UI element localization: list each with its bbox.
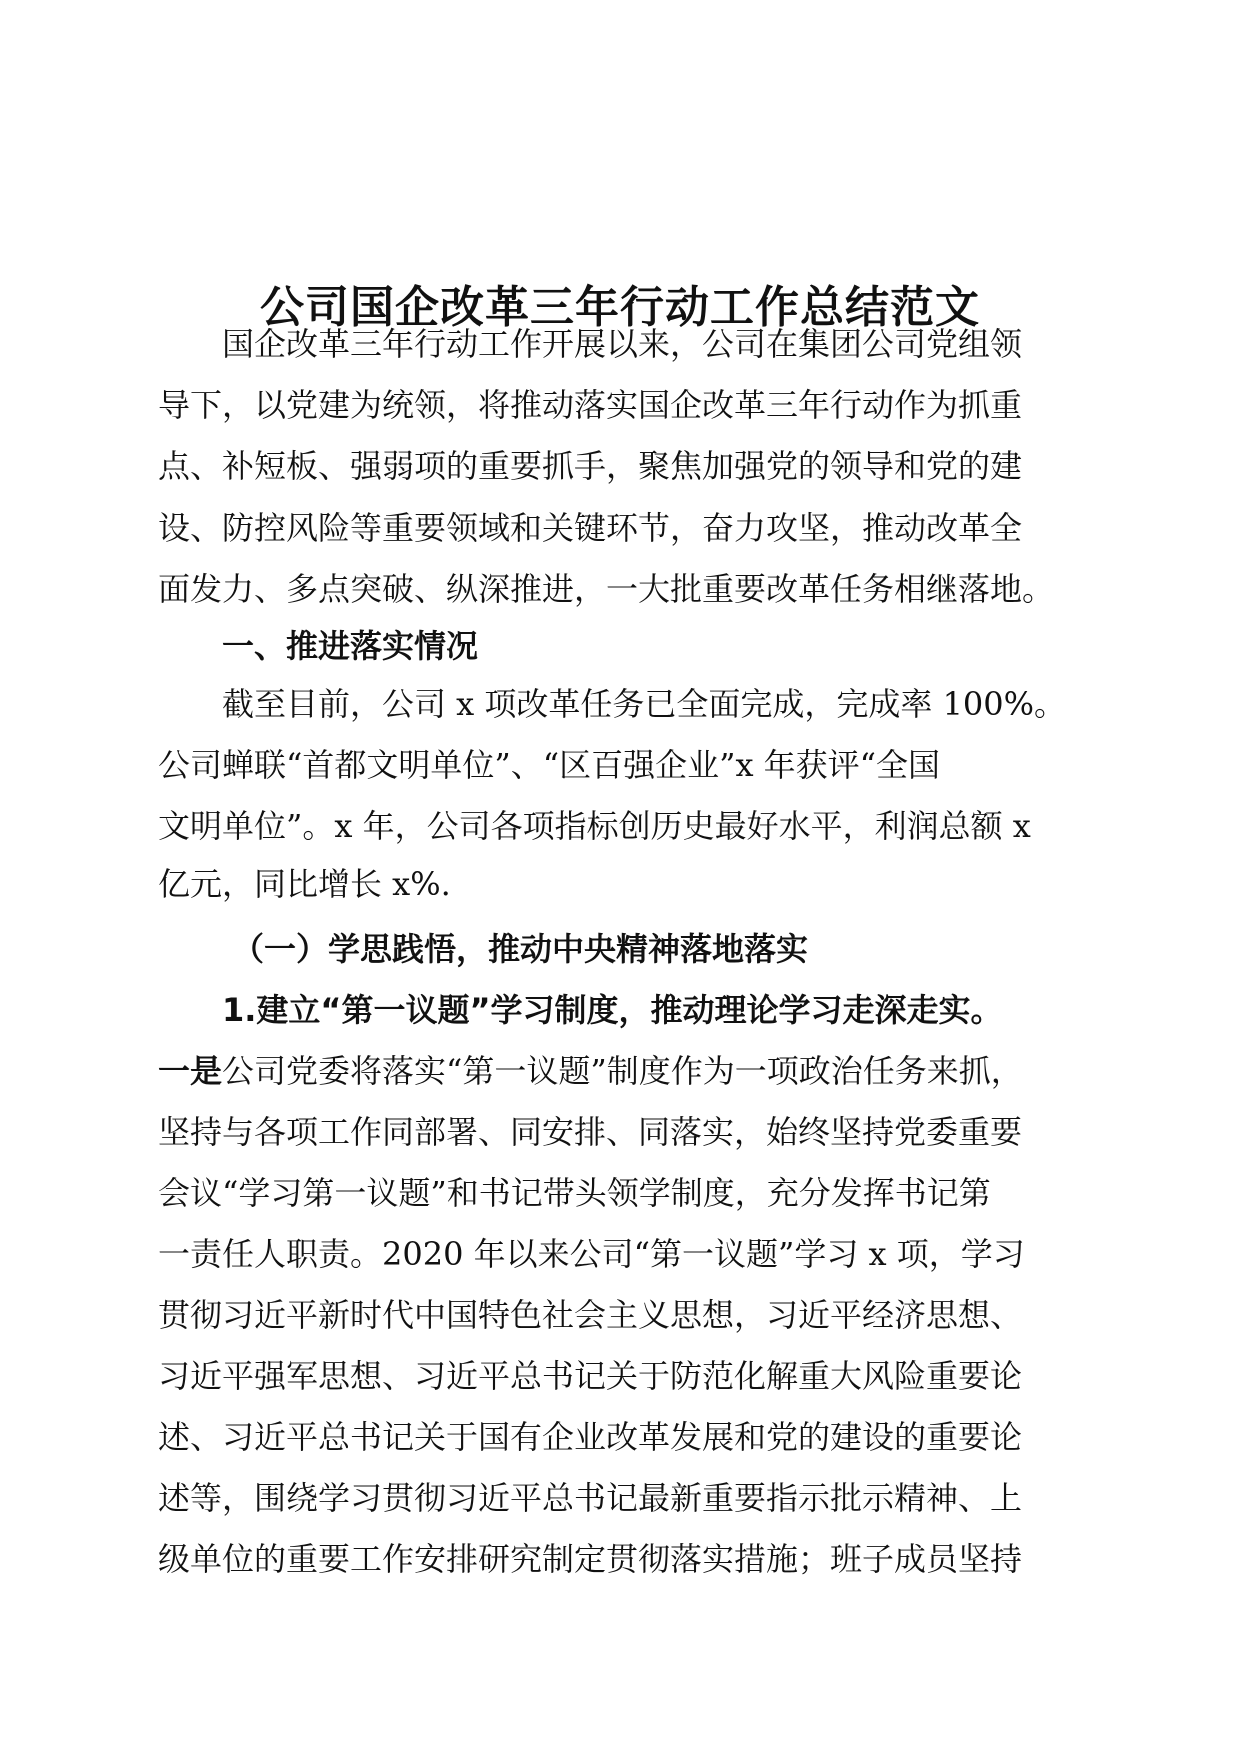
item1-line-5: 贯彻习近平新时代中国特色社会主义思想，习近平经济思想、 (158, 1296, 1023, 1334)
intro-line-1: 国企改革三年行动工作开展以来，公司在集团公司党组领 (222, 325, 1023, 363)
item1-line-2: 坚持与各项工作同部署、同安排、同落实，始终坚持党委重要 (158, 1113, 1023, 1151)
section1-line-2: 公司蝉联“首都文明单位”、“区百强企业”x 年获评“全国 (158, 746, 941, 784)
section-heading: 一、推进落实情况 (222, 627, 479, 665)
document-title: 公司国企改革三年行动工作总结范文 (260, 282, 980, 333)
subsection-heading: （一）学思践悟，推动中央精神落地落实 (232, 930, 809, 968)
item1-lead: 一是 (158, 1052, 223, 1090)
section1-line-4: 亿元，同比增长 x%. (158, 865, 451, 903)
item1-line-8: 述等，围绕学习贯彻习近平总书记最新重要指示批示精神、上 (158, 1479, 1023, 1517)
item1-line-6: 习近平强军思想、习近平总书记关于防范化解重大风险重要论 (158, 1357, 1023, 1395)
item-heading: 1.建立“第一议题”学习制度，推动理论学习走深走实。 (222, 991, 1003, 1029)
item1-line-1-text: 公司党委将落实“第一议题”制度作为一项政治任务来抓， (222, 1052, 1023, 1090)
intro-line-5: 面发力、多点突破、纵深推进，一大批重要改革任务相继落地。 (158, 570, 1055, 608)
intro-line-2: 导下，以党建为统领，将推动落实国企改革三年行动作为抓重 (158, 386, 1023, 424)
section1-line-1: 截至目前，公司 x 项改革任务已全面完成，完成率 100%。 (222, 685, 1067, 723)
item1-line-1 (158, 1040, 1088, 1102)
item1-line-4: 一责任人职责。2020 年以来公司“第一议题”学习 x 项，学习 (158, 1235, 1025, 1273)
item1-line-3: 会议“学习第一议题”和书记带头领学制度，充分发挥书记第 (158, 1174, 991, 1212)
intro-line-4: 设、防控风险等重要领域和关键环节，奋力攻坚，推动改革全 (158, 509, 1023, 547)
item1-line-9: 级单位的重要工作安排研究制定贯彻落实措施；班子成员坚持 (158, 1540, 1023, 1578)
section1-line-3: 文明单位”。x 年，公司各项指标创历史最好水平，利润总额 x (158, 807, 1031, 845)
intro-line-3: 点、补短板、强弱项的重要抓手，聚焦加强党的领导和党的建 (158, 447, 1023, 485)
item1-line-7: 述、习近平总书记关于国有企业改革发展和党的建设的重要论 (158, 1418, 1023, 1456)
